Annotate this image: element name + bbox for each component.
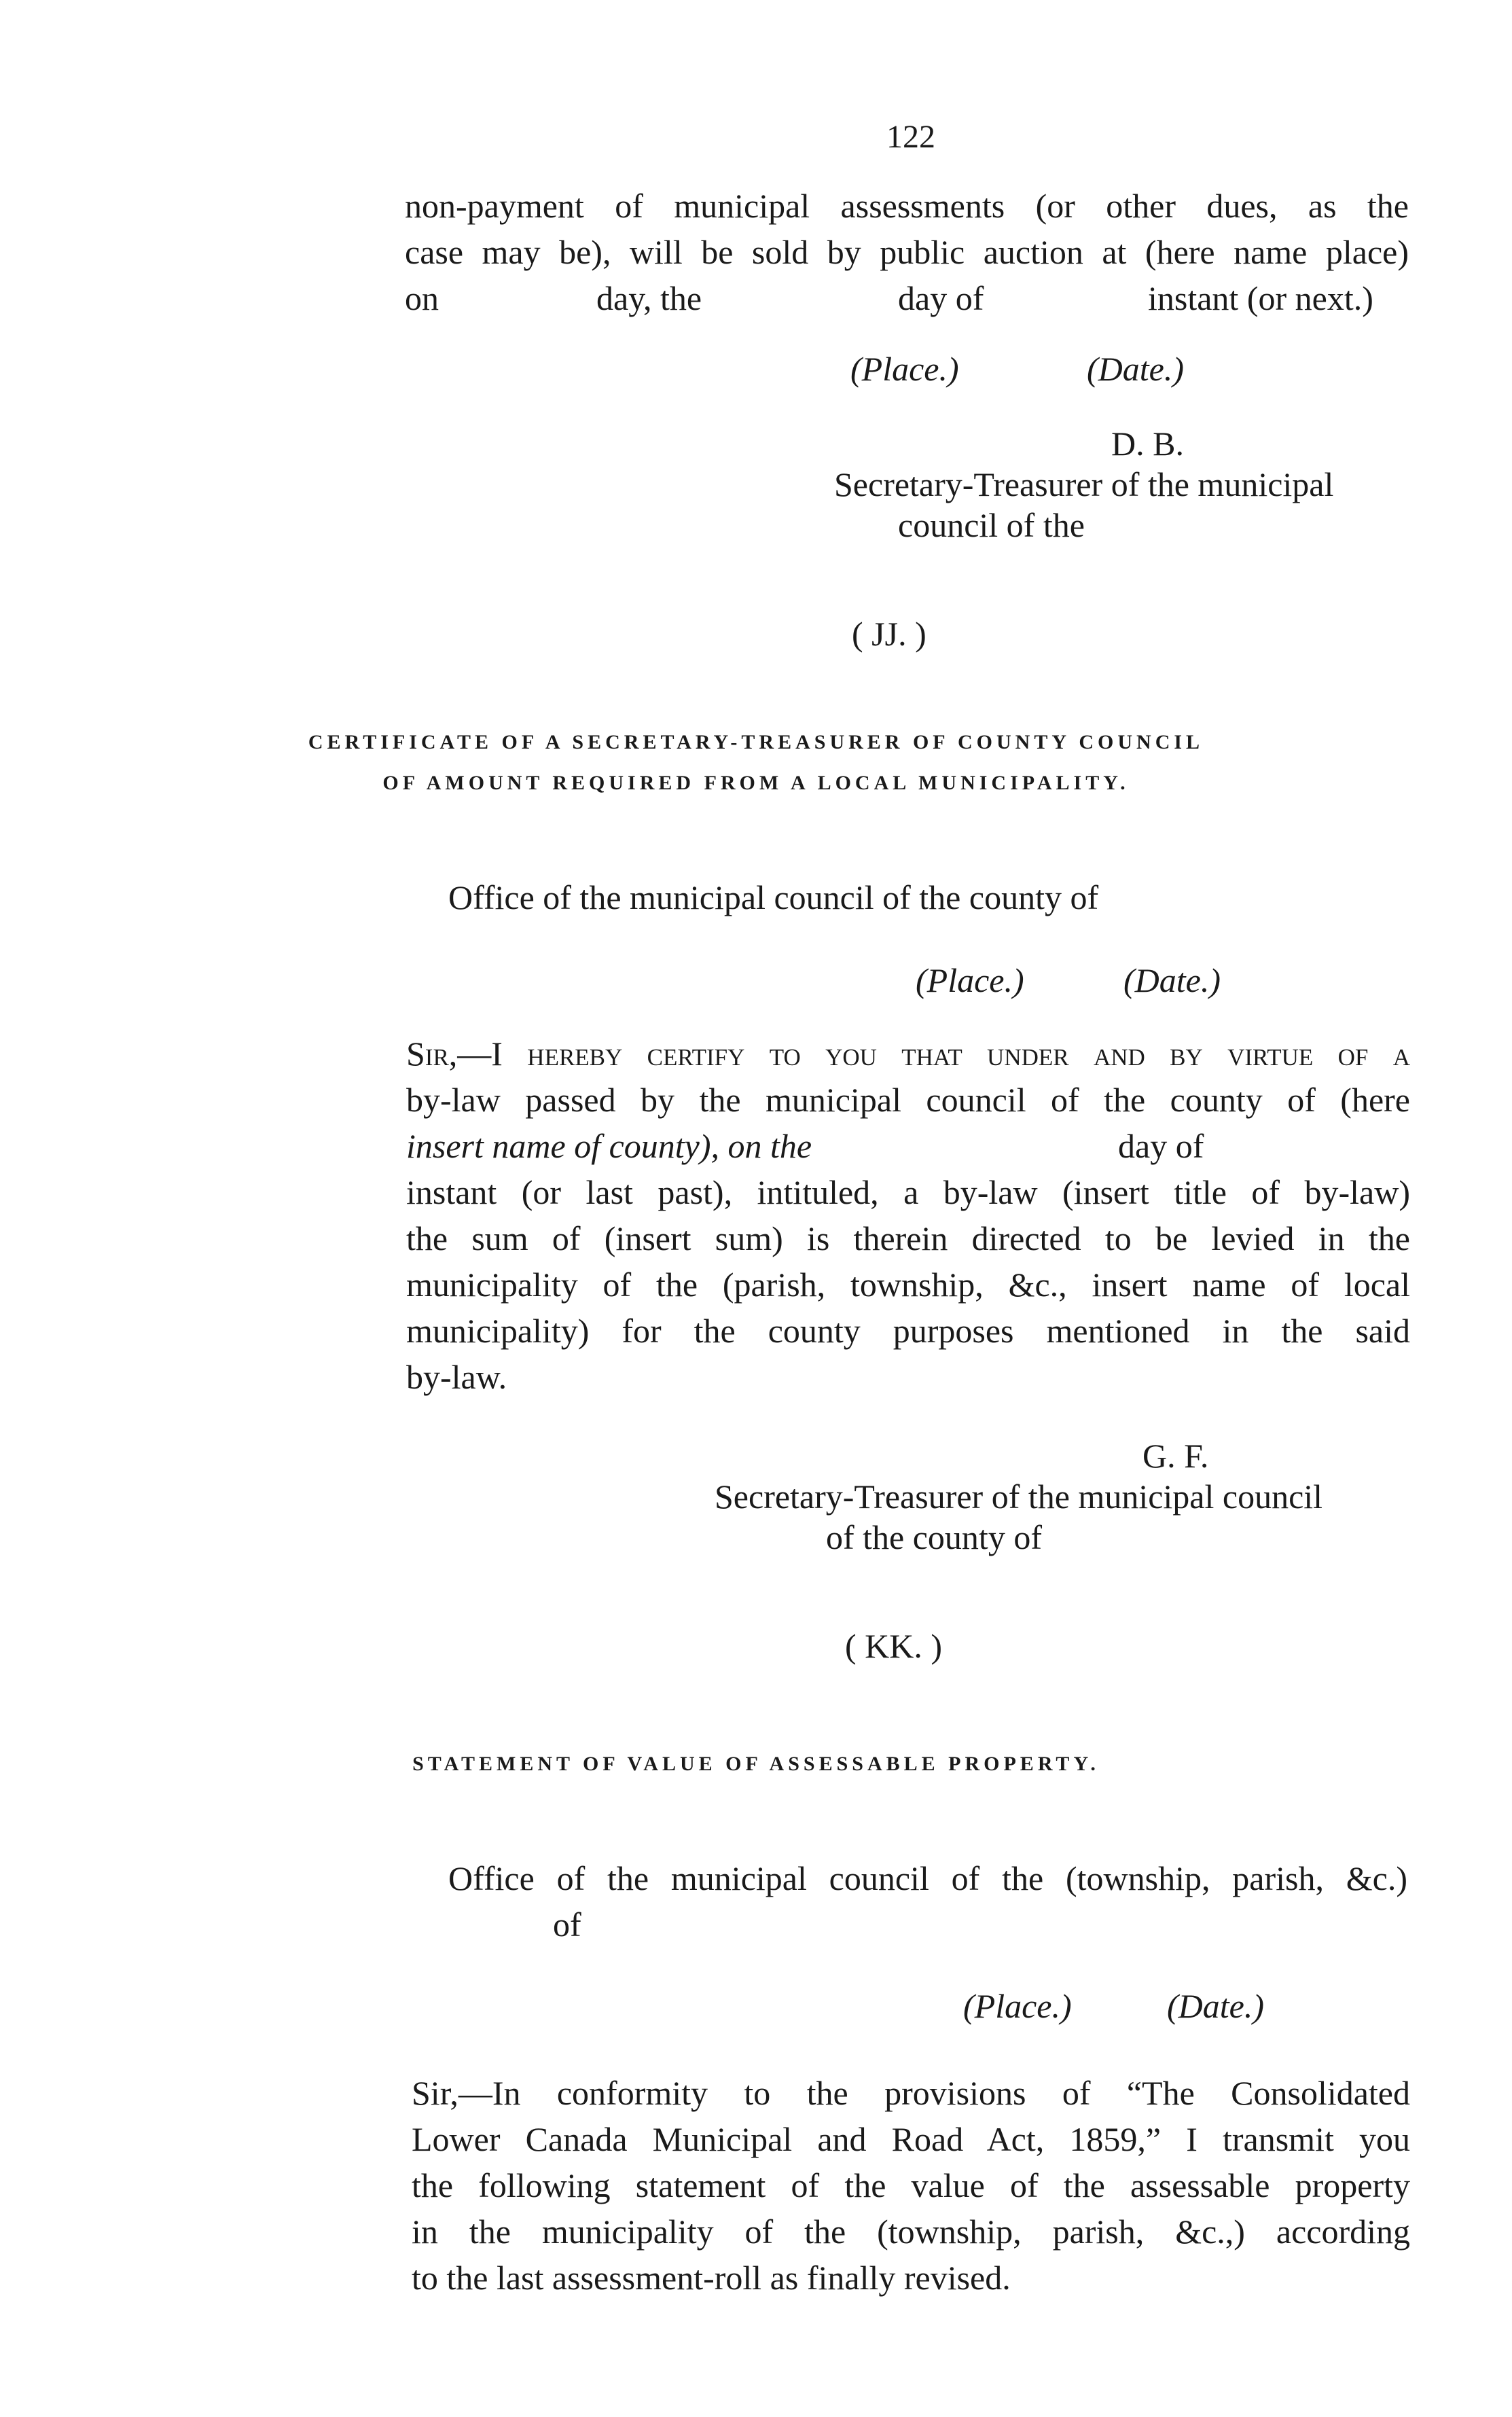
top-date: (Date.) <box>1087 350 1184 388</box>
kk-body-line-2: Lower Canada Municipal and Road Act, 1859,” I transmit you <box>412 2120 1410 2158</box>
section-heading-jj-2: OF AMOUNT REQUIRED FROM A LOCAL MUNICIPALITY. <box>382 772 1130 794</box>
kk-place: (Place.) <box>963 1987 1072 2025</box>
jj-body-line-2: by-law passed by the municipal council of the county of (here <box>406 1081 1410 1119</box>
kk-date: (Date.) <box>1167 1987 1264 2025</box>
section-heading-jj-1: CERTIFICATE OF A SECRETARY-TREASURER OF COUNTY COUNCIL <box>308 731 1204 753</box>
kk-office-line-1: Office of the municipal council of the (township, parish, &c.) <box>448 1859 1407 1897</box>
kk-office-line-2: of <box>553 1905 581 1944</box>
jj-signer-title-2: of the county of <box>826 1518 1042 1556</box>
jj-date: (Date.) <box>1123 961 1221 999</box>
jj-body-line-1: Sir,—I hereby certify to you that under and by virtue of a <box>406 1035 1410 1073</box>
jj-body-line-7: municipality) for the county purposes mentioned in the said <box>406 1312 1410 1350</box>
top-signer-title-2: council of the <box>898 506 1085 544</box>
jj-body-line-4: instant (or last past), intituled, a by-law (insert title of by-law) <box>406 1173 1410 1211</box>
jj-body-line-5: the sum of (insert sum) is therein directed to be levied in the <box>406 1219 1410 1257</box>
top-line-1: non-payment of municipal assessments (or other dues, as the <box>405 187 1409 225</box>
section-label-kk: ( KK. ) <box>845 1627 943 1665</box>
jj-place: (Place.) <box>916 961 1024 999</box>
page-number: 122 <box>886 119 935 155</box>
jj-body-line-3: insert name of county), on the <box>406 1127 812 1165</box>
top-line-3-instant: instant (or next.) <box>1148 279 1373 317</box>
jj-signer: G. F. <box>1142 1437 1209 1475</box>
jj-signer-title-1: Secretary-Treasurer of the municipal council <box>715 1478 1323 1516</box>
jj-body-line-8: by-law. <box>406 1358 507 1396</box>
top-line-3-day: day, the <box>596 279 702 317</box>
top-place: (Place.) <box>850 350 959 388</box>
kk-body-line-3: the following statement of the value of the assessable property <box>412 2166 1410 2204</box>
kk-body-line-4: in the municipality of the (township, parish, &c.,) according <box>412 2213 1410 2251</box>
section-label-jj: ( JJ. ) <box>852 615 926 653</box>
top-line-3-on: on <box>405 279 439 317</box>
top-signer: D. B. <box>1111 425 1184 463</box>
section-heading-kk: STATEMENT OF VALUE OF ASSESSABLE PROPERTY. <box>412 1753 1100 1775</box>
top-signer-title-1: Secretary-Treasurer of the municipal <box>834 465 1334 503</box>
kk-body-line-5: to the last assessment-roll as finally revised. <box>412 2259 1011 2297</box>
jj-body-line-6: municipality of the (parish, township, &c., insert name of local <box>406 1266 1410 1304</box>
jj-body-line-3-dayof: day of <box>1118 1127 1204 1165</box>
top-line-3-dayof: day of <box>898 279 984 317</box>
kk-body-line-1: Sir,—In conformity to the provisions of “The Consolidated <box>412 2074 1410 2112</box>
jj-office-line: Office of the municipal council of the county of <box>448 878 1099 916</box>
top-line-2: case may be), will be sold by public auction at (here name place) <box>405 233 1409 271</box>
